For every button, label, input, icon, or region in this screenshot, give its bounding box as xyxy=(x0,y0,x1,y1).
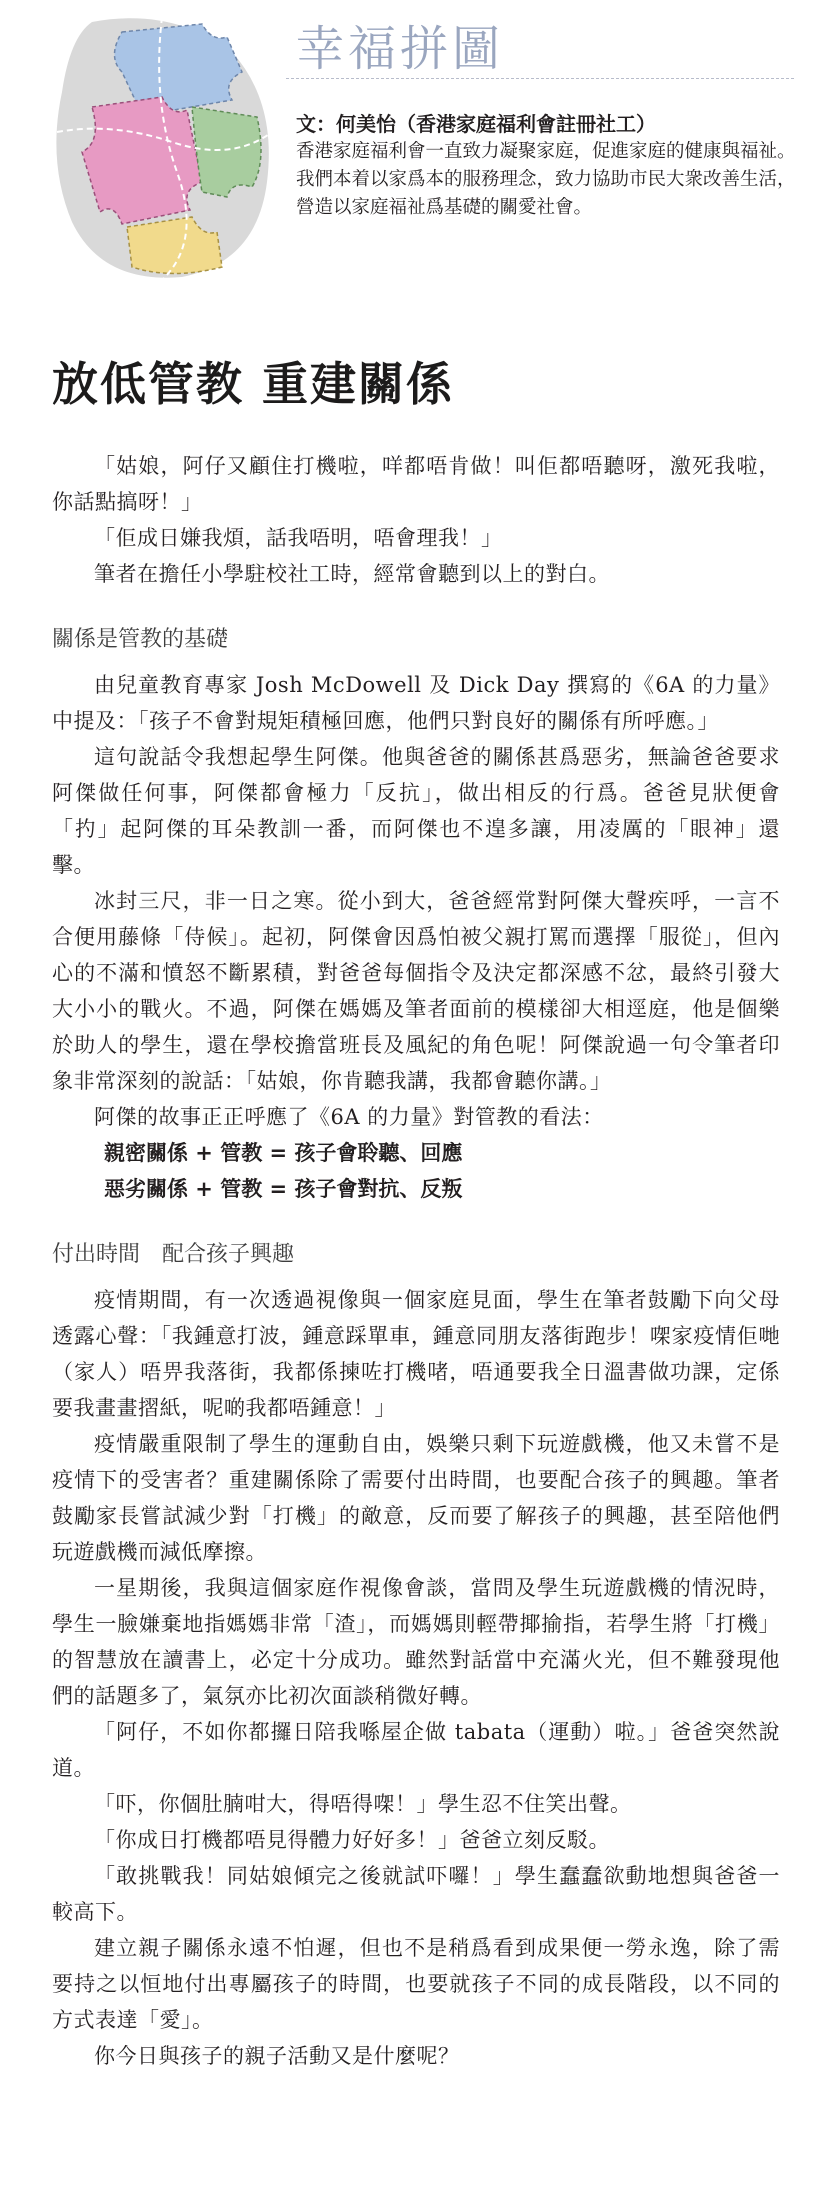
paragraph: 這句說話令我想起學生阿傑。他與爸爸的關係甚爲惡劣，無論爸爸要求阿傑做任何事，阿傑都會極力「反抗」，做出相反的行爲。爸爸見狀便會「扚」起阿傑的耳朵教訓一番，而阿傑也不遑多讓，用凌厲的「眼神」還擊。 xyxy=(52,745,780,877)
paragraph: 阿傑的故事正正呼應了《6A 的力量》對管教的看法： xyxy=(94,1105,604,1129)
paragraph: 「姑娘，阿仔又顧住打機啦，咩都唔肯做！叫佢都唔聽呀，激死我啦，你話點搞呀！」 xyxy=(52,454,780,514)
column-title: 幸福拼圖 xyxy=(296,21,505,77)
formula-line: 惡劣關係 + 管教 = 孩子會對抗、反叛 xyxy=(104,1177,463,1201)
paragraph: 冰封三尺，非一日之寒。從小到大，爸爸經常對阿傑大聲疾呼，一言不合便用藤條「侍候」。起初，阿傑會因爲怕被父親打罵而選擇「服從」，但內心的不滿和憤怒不斷累積，對爸爸每個指令及決定都深感不忿，最終引發大大小小的戰火。不過，阿傑在媽媽及筆者面前的模樣卻大相逕庭，他是個樂於助人的學生，還在學校擔當班長及風紀的角色呢！阿傑說過一句令筆者印象非常深刻的說話：「姑娘，你肯聽我講，我都會聽你講。」 xyxy=(52,889,780,1093)
paragraph: 疫情期間，有一次透過視像與一個家庭見面，學生在筆者鼓勵下向父母透露心聲：「我鍾意打波，鍾意踩單車，鍾意同朋友落街跑步！㗎家疫情佢哋（家人）唔畀我落街，我都係揀咗打機啫，唔通要我全日溫書做功課，定係要我畫畫摺紙，呢啲我都唔鍾意！」 xyxy=(52,1288,780,1420)
section-heading: 付出時間 配合孩子興趣 xyxy=(52,1242,295,1267)
paragraph: 「你成日打機都唔見得體力好好多！」爸爸立刻反駁。 xyxy=(94,1828,610,1852)
section-heading: 關係是管教的基礎 xyxy=(52,627,229,652)
formula-line: 親密關係 + 管教 = 孩子會聆聽、回應 xyxy=(104,1141,463,1165)
paragraph: 建立親子關係永遠不怕遲，但也不是稍爲看到成果便一勞永逸，除了需要持之以恒地付出專屬孩子的時間，也要就孩子不同的成長階段，以不同的方式表達「愛」。 xyxy=(52,1936,780,2032)
author-line: 文：何美怡（香港家庭福利會註冊社工） xyxy=(296,112,656,136)
puzzle-illustration xyxy=(52,12,277,282)
paragraph: 由兒童教育專家 Josh McDowell 及 Dick Day 撰寫的《6A 的力量》中提及：「孩子不會對規矩積極回應，他們只對良好的關係有所呼應。」 xyxy=(52,673,780,733)
paragraph: 「敢挑戰我！同姑娘傾完之後就試吓囉！」學生蠢蠢欲動地想與爸爸一較高下。 xyxy=(52,1864,780,1924)
paragraph: 筆者在擔任小學駐校社工時，經常會聽到以上的對白。 xyxy=(94,562,610,586)
article-headline: 放低管教 重建關係 xyxy=(52,357,455,411)
column-intro: 香港家庭福利會一直致力凝聚家庭，促進家庭的健康與福祉。我們本着以家爲本的服務理念，致力協助市民大衆改善生活，營造以家庭福祉爲基礎的關愛社會。 xyxy=(296,141,796,218)
paragraph: 「佢成日嫌我煩，話我唔明，唔會理我！」 xyxy=(94,526,503,550)
paragraph: 疫情嚴重限制了學生的運動自由，娛樂只剩下玩遊戲機，他又未嘗不是疫情下的受害者？重建關係除了需要付出時間，也要配合孩子的興趣。筆者鼓勵家長嘗試減少對「打機」的敵意，反而要了解孩子的興趣，甚至陪他們玩遊戲機而減低摩擦。 xyxy=(52,1432,780,1564)
paragraph: 你今日與孩子的親子活動又是什麼呢？ xyxy=(94,2044,460,2068)
paragraph: 一星期後，我與這個家庭作視像會談，當問及學生玩遊戲機的情況時，學生一臉嫌棄地指媽媽非常「渣」，而媽媽則輕帶揶揄指，若學生將「打機」的智慧放在讀書上，必定十分成功。雖然對話當中充滿火光，但不難發現他們的話題多了，氣氛亦比初次面談稍微好轉。 xyxy=(52,1576,780,1708)
paragraph: 「吓，你個肚腩咁大，得唔得㗎！」學生忍不住笑出聲。 xyxy=(94,1792,632,1816)
paragraph: 「阿仔，不如你都攞日陪我喺屋企做 tabata（運動）啦。」爸爸突然說道。 xyxy=(52,1720,780,1780)
column-header xyxy=(0,0,825,300)
title-divider xyxy=(286,78,794,79)
article-body xyxy=(52,448,780,2074)
